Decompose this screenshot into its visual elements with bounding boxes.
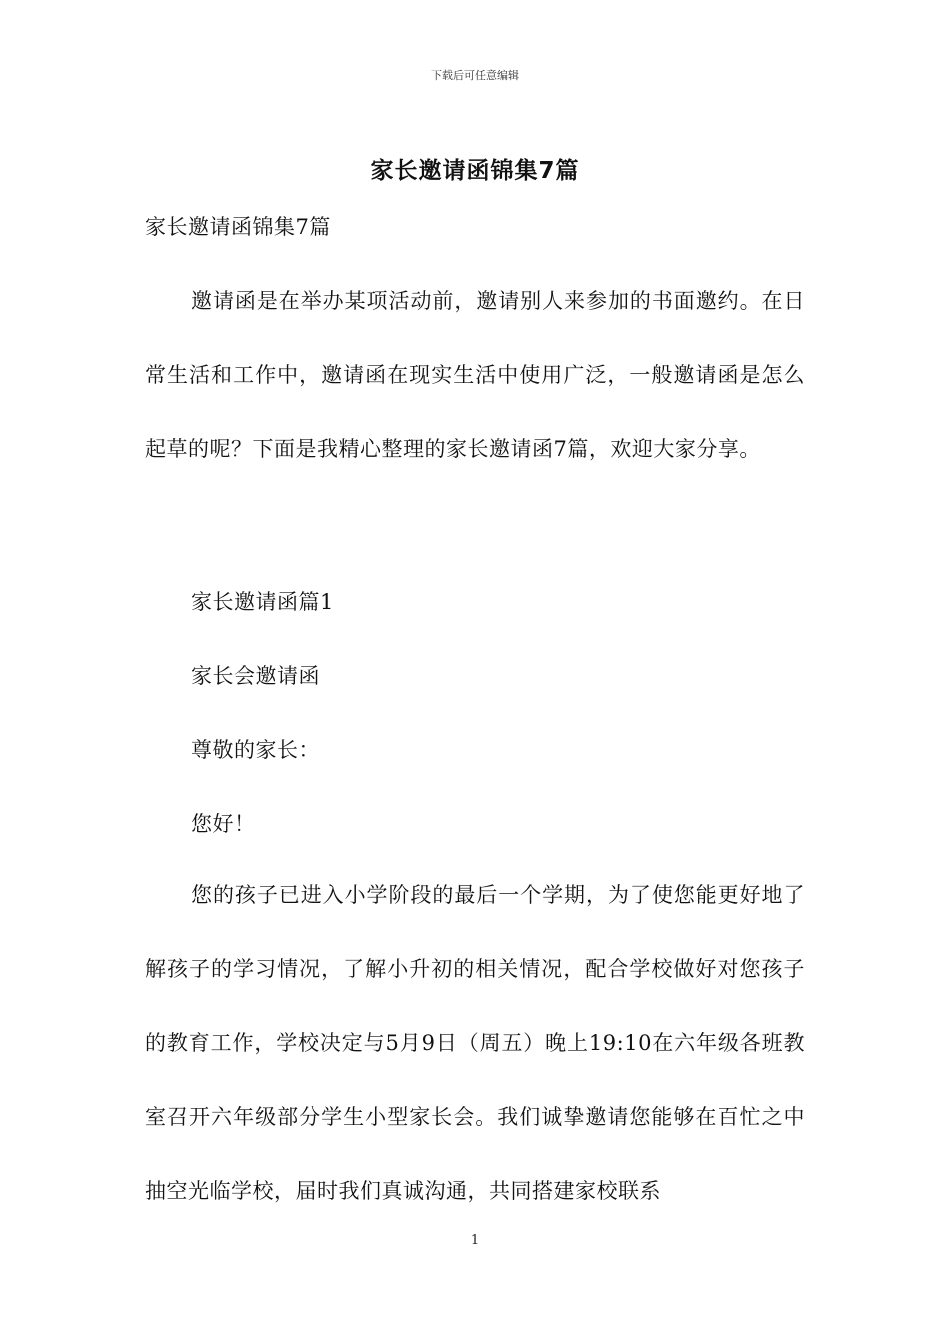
page-number: 1 [470, 1233, 480, 1248]
intro-paragraph: 邀请函是在举办某项活动前，邀请别人来参加的书面邀约。在日常生活和工作中，邀请函在现实生活中使用广泛，一般邀请函是怎么起草的呢？下面是我精心整理的家长邀请函7篇，欢迎大家分享。 [145, 289, 805, 461]
section-heading: 家长邀请函篇1 [191, 590, 334, 614]
letter-title: 家长会邀请函 [191, 664, 320, 688]
greeting: 您好！ [191, 812, 256, 836]
salutation: 尊敬的家长： [191, 738, 320, 762]
header-note: 下载后可任意编辑 [431, 69, 519, 82]
document-subtitle: 家长邀请函锦集7篇 [145, 215, 331, 239]
document-title: 家长邀请函锦集7篇 [370, 158, 580, 184]
body-paragraph: 您的孩子已进入小学阶段的最后一个学期，为了使您能更好地了解孩子的学习情况，了解小升初的相关情况，配合学校做好对您孩子的教育工作，学校决定与5月9日（周五）晚上19:10在六年级各班教室召开六年级部分学生小型家长会。我们诚挚邀请您能够在百忙之中抽空光临学校，届时我们真诚沟通，共同搭建家校联系 [145, 883, 805, 1203]
